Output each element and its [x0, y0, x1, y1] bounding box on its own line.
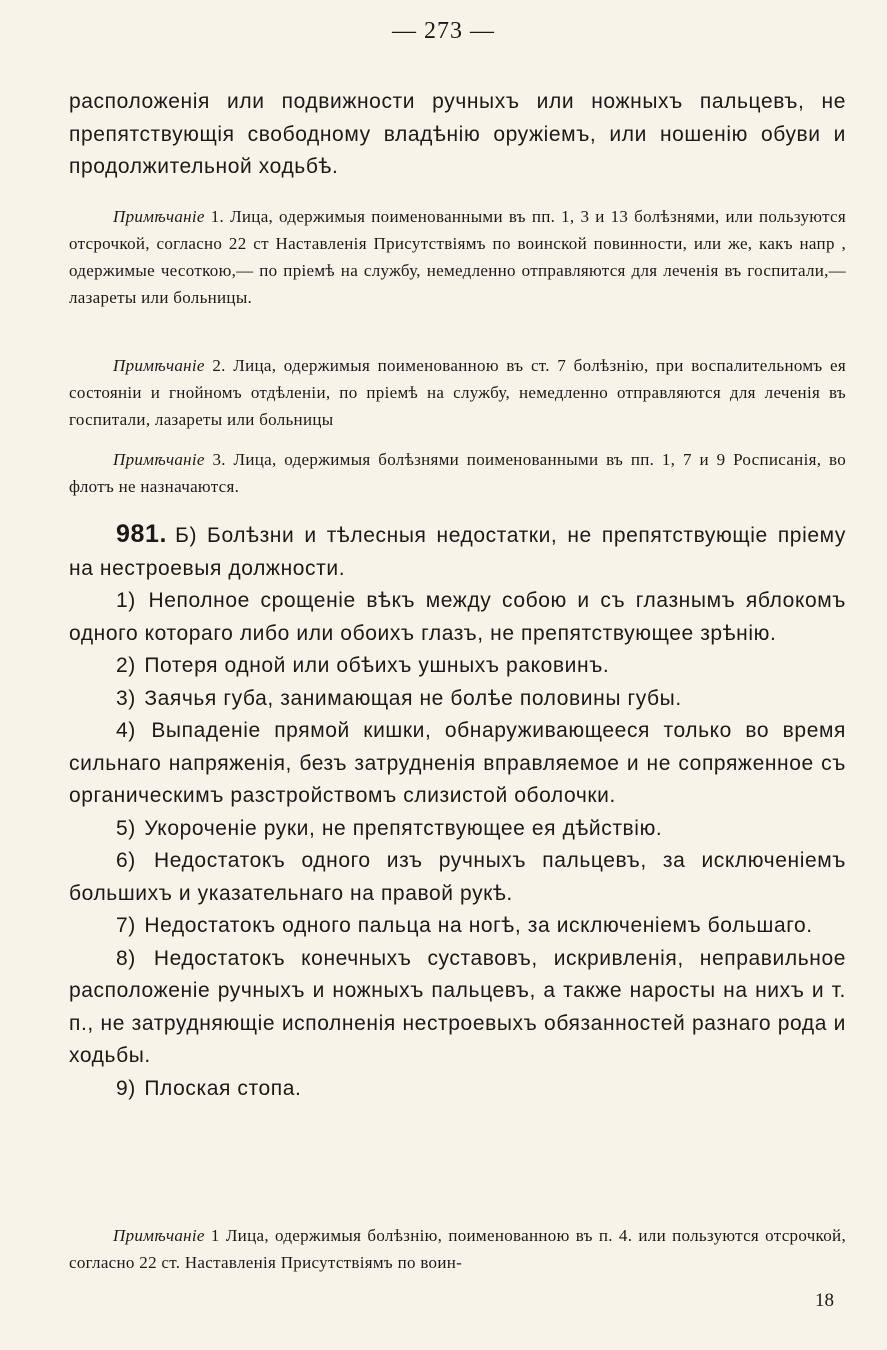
item-text: Выпаденіе прямой кишки, обнаруживающееся только во время сильнаго напряженія, безъ затрудненія вправляемое и не сопряженное съ органическимъ разстройствомъ слизистой оболочки.: [69, 719, 846, 807]
note-text: 1. Лица, одержимыя поименованными въ пп. 1, 3 и 13 болѣзнями, или пользуются отсрочкой, согласно 22 ст Наставленія Присутствіямъ по воинской повинности, или же, какъ напр , одержимые чесоткою,— по пріемѣ на службу, немедленно отправляются для леченія въ госпитали,— лазареты или больницы.: [69, 207, 846, 307]
section-title: Б) Болѣзни и тѣлесныя недостатки, не препятствующіе пріему на нестроевыя должности.: [69, 524, 846, 580]
intro-paragraph: [69, 86, 846, 184]
section-981: [69, 518, 846, 1105]
item-number: 3): [116, 686, 136, 710]
list-item: [69, 1073, 846, 1106]
item-text: Недостатокъ одного пальца на ногѣ, за исключеніемъ большаго.: [144, 914, 813, 937]
list-item: [69, 813, 846, 846]
item-number: 9): [116, 1076, 136, 1100]
note-text: 2. Лица, одержимыя поименованною въ ст. 7 болѣзнію, при воспалительномъ ея состояніи и гнойномъ отдѣленіи, по пріемѣ на службу, немедленно отправляются для леченія въ госпитали, лазареты или больницы: [69, 356, 846, 429]
list-item: [69, 683, 846, 716]
page-number-header: — 273 —: [392, 18, 495, 44]
list-item: [69, 845, 846, 910]
item-number: 5): [116, 816, 136, 840]
note-bottom-1: [69, 1222, 846, 1276]
list-item: [69, 943, 846, 1073]
list-item: [69, 910, 846, 943]
list-item: [69, 715, 846, 813]
item-text: Укороченіе руки, не препятствующее ея дѣйствію.: [144, 816, 663, 840]
note-label: Примѣчаніе: [113, 450, 205, 469]
note-text: 1 Лица, одержимыя болѣзнію, поименованною въ п. 4. или пользуются отсрочкой, согласно 22 ст. Наставленія Присутствіямъ по воин-: [69, 1226, 846, 1272]
item-text: Заячья губа, занимающая не болѣе половины губы.: [144, 686, 682, 710]
item-number: 2): [116, 654, 136, 677]
note-2: [69, 352, 846, 433]
item-number: 1): [116, 589, 136, 612]
item-number: 8): [116, 946, 136, 970]
item-text: Недостатокъ конечныхъ суставовъ, искривленія, неправильное расположеніе ручныхъ и ножныхъ пальцевъ, а также наросты на нихъ и т. п., не затрудняющіе исполненія нестроевыхъ обязанностей разнаго рода и ходьбы.: [69, 946, 847, 1067]
item-text: Плоская стопа.: [144, 1076, 302, 1100]
note-3: [69, 446, 846, 500]
intro-text: расположенія или подвижности ручныхъ или ножныхъ пальцевъ, не препятствующія свободному владѣнію оружіемъ, или ношенію обуви и продолжительной ходьбѣ.: [69, 90, 846, 178]
note-text: 3. Лица, одержимыя болѣзнями поименованными въ пп. 1, 7 и 9 Росписанія, во флотъ не назначаются.: [69, 450, 846, 496]
list-item: [69, 650, 846, 683]
section-number: 981.: [116, 520, 168, 548]
item-text: Недостатокъ одного изъ ручныхъ пальцевъ, за исключеніемъ большихъ и указательнаго на правой рукѣ.: [69, 849, 846, 905]
item-text: Потеря одной или обѣихъ ушныхъ раковинъ.: [144, 654, 610, 677]
note-label: Примѣчаніе: [113, 1226, 205, 1245]
item-text: Неполное срощеніе вѣкъ между собою и съ глазнымъ яблокомъ одного котораго либо или обоихъ глазъ, не препятствующее зрѣнію.: [69, 589, 847, 645]
list-item: [69, 585, 846, 650]
item-number: 6): [116, 849, 136, 872]
note-label: Примѣчаніе: [113, 356, 205, 375]
section-heading: [69, 518, 846, 585]
note-1: [69, 203, 846, 311]
item-number: 7): [116, 914, 136, 937]
signature-mark: 18: [815, 1290, 834, 1311]
item-number: 4): [116, 719, 136, 742]
note-label: Примѣчаніе: [113, 207, 205, 226]
